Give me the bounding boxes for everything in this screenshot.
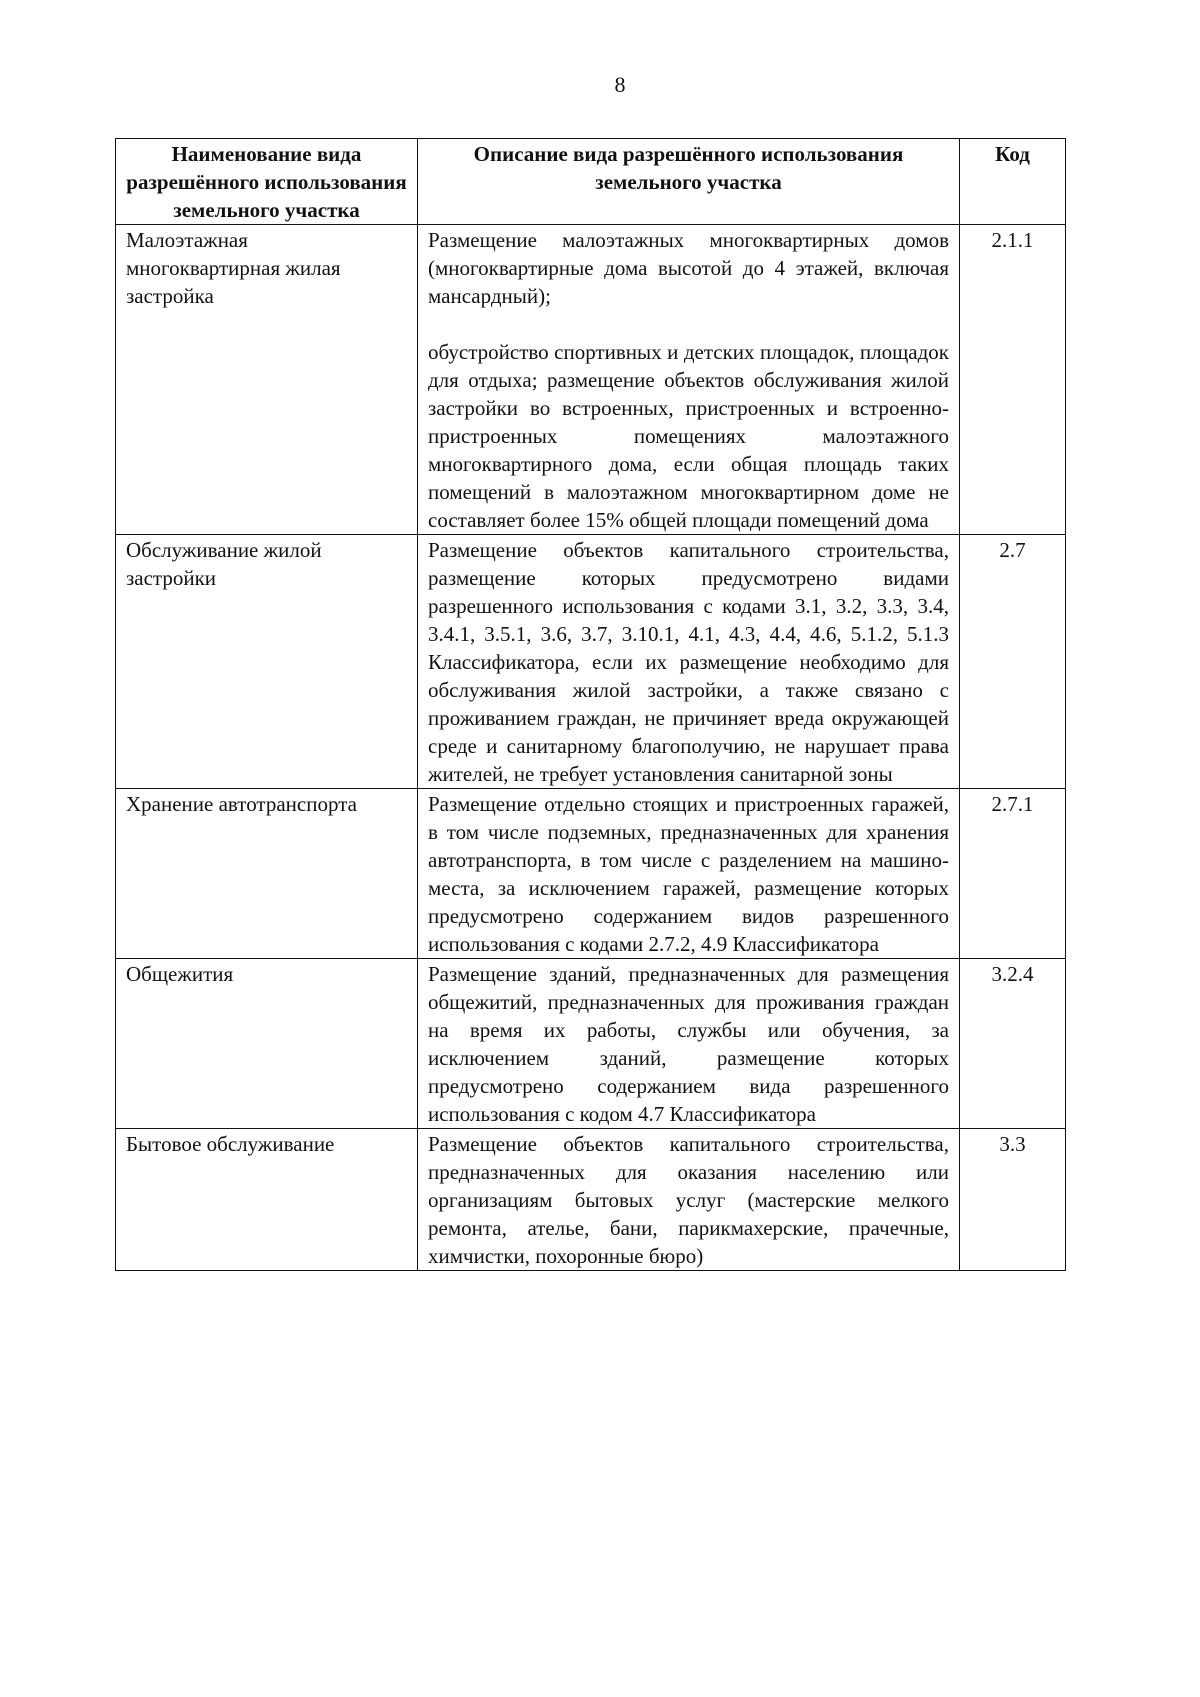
row-code: 3.2.4 (960, 959, 1066, 1129)
description-paragraph: Размещение малоэтажных многоквартирных домов (многоквартирные дома высотой до 4 этажей, включая мансардный); (428, 228, 949, 308)
row-name: Бытовое обслуживание (116, 1129, 418, 1271)
row-name: Малоэтажная многоквартирная жилая застройка (116, 225, 418, 535)
row-description (418, 959, 960, 1129)
description-paragraph: Размещение объектов капитального строительства, размещение которых предусмотрено видами разрешенного использования с кодами 3.1, 3.2, 3.3, 3.4, 3.4.1, 3.5.1, 3.6, 3.7, 3.10.1, 4.1, 4.3, 4.4, 4.6, 5.1.2, 5.1.3 Классификатора, если их размещение необходимо для обслуживания жилой застройки, а также связано с проживанием граждан, не причиняет вреда окружающей среде и санитарному благополучию, не нарушает права жителей, не требует установления санитарной зоны (428, 538, 949, 786)
row-code: 2.7.1 (960, 789, 1066, 959)
row-description (418, 535, 960, 789)
table-row (116, 789, 1066, 959)
row-description (418, 1129, 960, 1271)
table-row (116, 225, 1066, 535)
row-code: 3.3 (960, 1129, 1066, 1271)
table-header-row (116, 139, 1066, 225)
page-number: 8 (614, 72, 626, 97)
row-name: Общежития (116, 959, 418, 1129)
table-row (116, 535, 1066, 789)
header-name: Наименование вида разрешённого использования земельного участка (116, 139, 418, 225)
header-code: Код (960, 139, 1066, 225)
description-paragraph: обустройство спортивных и детских площадок, площадок для отдыха; размещение объектов обслуживания жилой застройки во встроенных, пристроенных и встроенно-пристроенных помещениях малоэтажного многоквартирного дома, если общая площадь таких помещений в малоэтажном многоквартирном доме не составляет более 15% общей площади помещений дома (428, 340, 949, 532)
row-code: 2.7 (960, 535, 1066, 789)
table-row (116, 959, 1066, 1129)
table-row (116, 1129, 1066, 1271)
header-description: Описание вида разрешённого использования земельного участка (418, 139, 960, 225)
row-description (418, 789, 960, 959)
row-name: Хранение автотранспорта (116, 789, 418, 959)
description-paragraph: Размещение зданий, предназначенных для размещения общежитий, предназначенных для проживания граждан на время их работы, службы или обучения, за исключением зданий, размещение которых предусмотрено содержанием вида разрешенного использования с кодом 4.7 Классификатора (428, 962, 949, 1126)
row-description (418, 225, 960, 535)
row-name: Обслуживание жилой застройки (116, 535, 418, 789)
description-paragraph: Размещение объектов капитального строительства, предназначенных для оказания населению или организациям бытовых услуг (мастерские мелкого ремонта, ателье, бани, парикмахерские, прачечные, химчистки, похоронные бюро) (428, 1132, 949, 1268)
land-use-table (115, 138, 1066, 1271)
description-paragraph: Размещение отдельно стоящих и пристроенных гаражей, в том числе подземных, предназначенных для хранения автотранспорта, в том числе с разделением на машино-места, за исключением гаражей, размещение которых предусмотрено содержанием видов разрешенного использования с кодами 2.7.2, 4.9 Классификатора (428, 792, 949, 956)
row-code: 2.1.1 (960, 225, 1066, 535)
